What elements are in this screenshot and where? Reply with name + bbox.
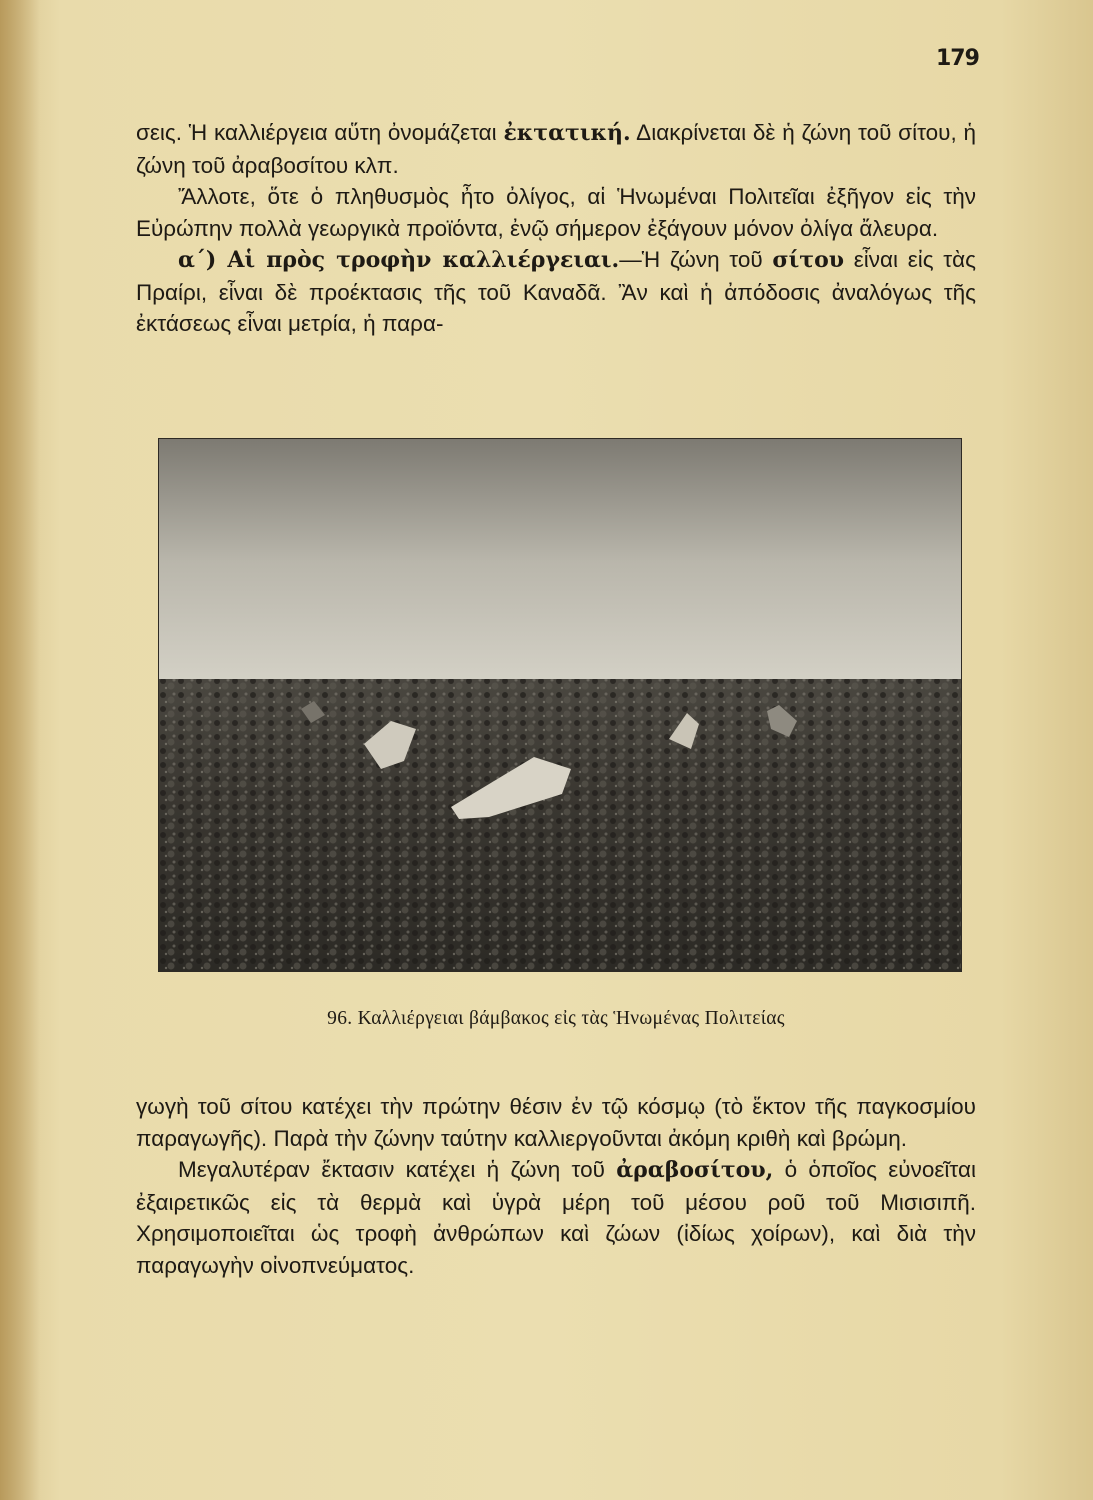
figure-caption: 96. Καλλιέργειαι βάμβακος εἰς τὰς Ἡνωμένας Πολιτείας [327, 1008, 785, 1029]
paragraph-5-text: Μεγαλυτέραν ἔκτασιν κατέχει ἡ ζώνη τοῦ [178, 1157, 605, 1182]
photo-sky [159, 439, 961, 684]
cotton-field-illustration [159, 439, 961, 971]
term-aravositou: ἀραβοσίτου, [616, 1157, 774, 1183]
page-spine-shadow [0, 0, 40, 1500]
text-block-bottom [136, 1091, 976, 1281]
paragraph-5 [136, 1154, 976, 1281]
paragraph-3-mid: —Ἡ ζώνη τοῦ [619, 247, 763, 272]
section-heading-food-crops: α΄) Αἱ πρὸς τροφὴν καλλιέργειαι. [178, 247, 620, 273]
term-ektatiki: ἐκτατική. [503, 120, 631, 146]
cotton-field-photo [158, 438, 962, 972]
term-sitou: σίτου [772, 247, 845, 273]
paragraph-4: γωγὴ τοῦ σίτου κατέχει τὴν πρώτην θέσιν ἐν τῷ κόσμῳ (τὸ ἕκτον τῆς παγκοσμίου παραγωγῆς). Παρὰ τὴν ζώνην ταύτην καλλιεργοῦνται ἀκόμη κριθὴ καὶ βρώμη. [136, 1094, 976, 1151]
paragraph-1-rest: Διακρίνεται δὲ ἡ ζώνη τοῦ σίτου, ἡ ζώνη τοῦ ἀραβοσίτου κλπ. [136, 120, 976, 178]
paragraph-1-text: σεις. Ἡ καλλιέργεια αὕτη ὀνομάζεται [136, 120, 497, 145]
paragraph-3 [136, 244, 976, 340]
paragraph-1 [136, 117, 976, 181]
paragraph-2: Ἄλλοτε, ὅτε ὁ πληθυσμὸς ἦτο ὀλίγος, αἱ Ἡνωμέναι Πολιτεῖαι ἐξῆγον εἰς τὴν Εὐρώπην πολλὰ γεωργικὰ προϊόντα, ἐνῷ σήμερον ἐξάγουν μόνον ὀλίγα ἄλευρα. [136, 184, 976, 241]
photo-plants [159, 679, 961, 971]
text-block-top [136, 117, 976, 340]
paragraph-5-rest: ὁ ὁποῖος εὐνοεῖται ἐξαιρετικῶς εἰς τὰ θερμὰ καὶ ὑγρὰ μέρη τοῦ μέσου ροῦ τοῦ Μισισιπῆ. Χρησιμοποιεῖται ὡς τροφὴ ἀνθρώπων καὶ ζώων (ἰδίως χοίρων), καὶ διὰ τὴν παραγωγὴν οἰνοπνεύματος. [136, 1157, 976, 1278]
paragraph-3-rest: εἶναι εἰς τὰς Πραίρι, εἶναι δὲ προέκτασις τῆς τοῦ Καναδᾶ. Ἂν καὶ ἡ ἀπόδοσις ἀναλόγως τῆς ἐκτάσεως εἶναι μετρία, ἡ παρα- [136, 247, 976, 336]
page-number: 179 [936, 46, 979, 71]
